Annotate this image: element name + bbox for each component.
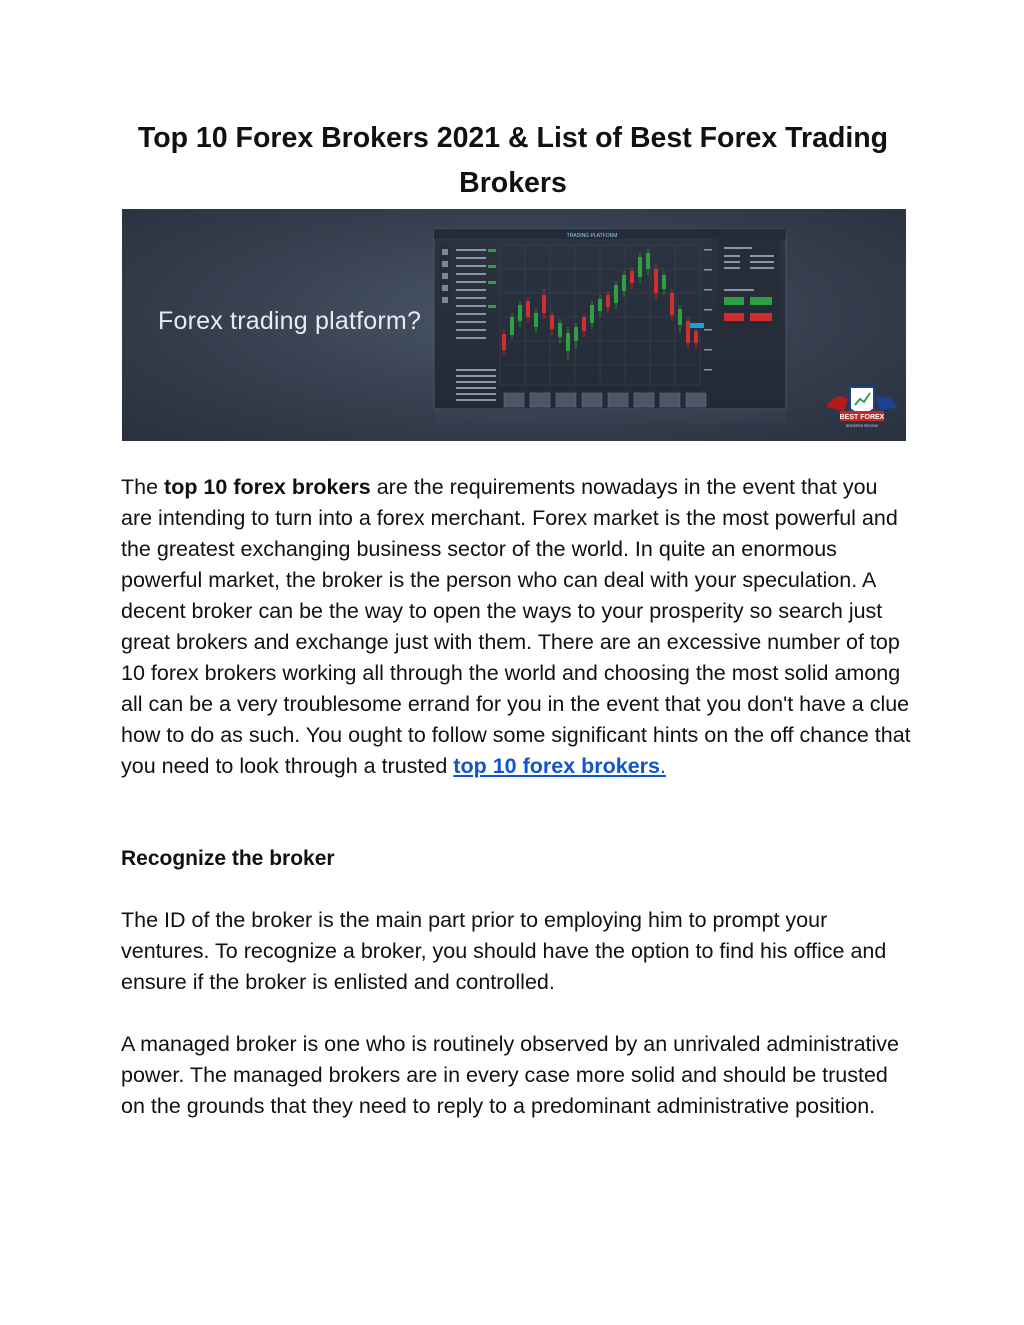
page-title: Top 10 Forex Brokers 2021 & List of Best Forex Trading Brokers xyxy=(137,122,889,199)
banner-caption: Forex trading platform? xyxy=(158,307,422,335)
broker-id-paragraph: The ID of the broker is the main part prior to employing him to prompt your ventures. To recognize a broker, you should have the option to find his office and ensure if the broker is enlisted and controlled. xyxy=(121,908,887,994)
best-forex-logo xyxy=(822,377,902,437)
intro-paragraph xyxy=(121,472,911,782)
platform-header-text: TRADING PLATFORM xyxy=(566,233,618,239)
trading-platform-illustration xyxy=(122,209,906,441)
intro-bold-keyword: top 10 forex brokers xyxy=(164,475,371,499)
top-brokers-link[interactable]: top 10 forex brokers xyxy=(453,754,661,778)
logo-text: BEST FOREX xyxy=(839,414,885,421)
logo-subtext: BROKERS REVIEW xyxy=(846,424,878,428)
intro-text-start: The xyxy=(121,475,165,499)
section-heading: Recognize the broker xyxy=(121,847,335,870)
banner-image xyxy=(122,209,906,441)
managed-broker-paragraph: A managed broker is one who is routinely observed by an unrivaled administrative power. The managed brokers are in every case more solid and should be trusted on the grounds that they need to reply to a predominant administrative position. xyxy=(121,1032,900,1118)
intro-text-body: are the requirements nowadays in the event that you are intending to turn into a forex merchant. Forex market is the most powerful and the greatest exchanging business sector of the world. In quite an enormous powerful market, the broker is the person who can deal with your speculation. A decent broker can be the way to open the ways to your prosperity so search just great brokers and exchange just with them. There are an excessive number of top 10 forex brokers working all through the world and choosing the most solid among all can be a very troublesome errand for you in the event that you don't have a clue how to do as such. You ought to follow some significant hints on the off chance that you need to look through a trusted xyxy=(121,475,911,778)
link-period: . xyxy=(660,754,666,778)
